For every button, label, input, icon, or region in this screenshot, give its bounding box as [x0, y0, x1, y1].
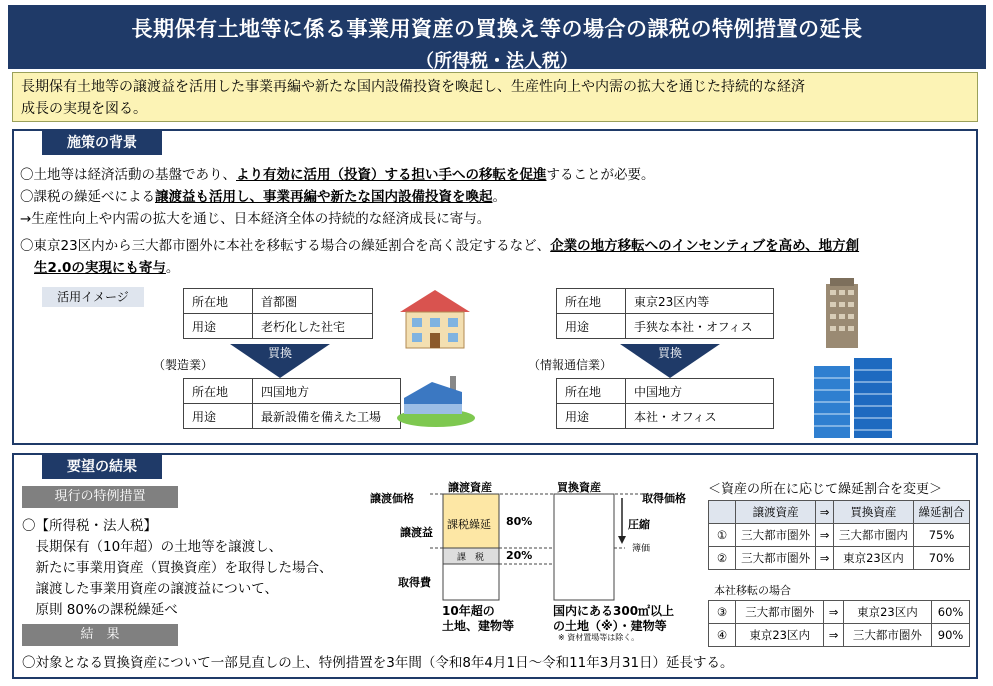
background-line-3: →生産性向上や内需の拡大を通じ、日本経済全体の持続的な経済成長に寄与。	[20, 211, 491, 227]
cell: 東京23区内	[736, 624, 824, 647]
cell: 四国地方	[253, 379, 401, 404]
text-line: 新たに事業用資産（買換資産）を取得した場合、	[22, 560, 333, 576]
left-after-table	[183, 378, 401, 429]
old-building-icon	[824, 278, 860, 350]
cell: 三大都市圏外	[736, 601, 824, 624]
cell: 東京23区内	[843, 601, 931, 624]
rates-heading: ＜資産の所在に応じて繰延割合を変更＞	[708, 482, 943, 497]
cell: 75%	[914, 524, 970, 547]
text-line: 長期保有（10年超）の土地等を譲渡し、	[22, 539, 283, 555]
cell: 本社・オフィス	[626, 404, 774, 429]
header-cell: ⇒	[816, 501, 834, 524]
left-category: （製造業）	[153, 358, 214, 372]
text-line: 原則 80%の課税繰延べ	[22, 602, 178, 618]
left-before-table	[183, 288, 373, 339]
current-measure-heading: 現行の特例措置	[22, 486, 178, 508]
current-measure-text	[22, 516, 333, 621]
cell: 用途	[557, 404, 626, 429]
cell: 用途	[184, 404, 253, 429]
cell: 三大都市圏外	[736, 524, 816, 547]
right-arrow-label: 買換	[657, 346, 682, 360]
text-line: 譲渡した事業用資産の譲渡益について、	[22, 581, 278, 597]
background-line-1: 〇土地等は経済活動の基盤であり、より有効に活用（投資）する担い手への移転を促進することが必要。	[20, 167, 655, 183]
label-compression: 圧縮	[628, 518, 650, 531]
label-transfer-price: 譲渡価格	[370, 492, 414, 505]
summary-box	[12, 72, 978, 122]
cell: 手狭な本社・オフィス	[626, 314, 774, 339]
cell: ④	[709, 624, 736, 647]
background-line-2: 〇課税の繰延べによる譲渡益も活用し、事業再編や新たな国内設備投資を喚起。	[20, 189, 506, 205]
cell: 三大都市圏外	[736, 547, 816, 570]
background-line-4: 〇東京23区内から三大都市圏外に本社を移転する場合の繰延割合を高く設定するなど、企業の地方移転へのインセンティブを高め、地方創	[20, 238, 860, 254]
cell: ⇒	[824, 601, 843, 624]
title-line2: （所得税・法人税）	[416, 51, 578, 72]
background-heading: 施策の背景	[42, 131, 162, 155]
summary-line1: 長期保有土地等の譲渡益を活用した事業再編や新たな国内設備投資を喚起し、生産性向上や内需の拡大を通じた持続的な経済	[21, 79, 805, 95]
cell: ⇒	[816, 524, 834, 547]
label-20pct: 20%	[506, 549, 533, 562]
cell: ③	[709, 601, 736, 624]
title-line1: 長期保有土地等に係る事業用資産の買換え等の場合の課税の特例措置の延長	[131, 17, 863, 41]
cell: 所在地	[557, 379, 626, 404]
cell: ①	[709, 524, 736, 547]
cell: ⇒	[824, 624, 843, 647]
label-gain: 譲渡益	[400, 526, 433, 539]
right-category: （情報通信業）	[528, 358, 613, 372]
cell: 老朽化した社宅	[253, 314, 373, 339]
header-cell: 買換資産	[833, 501, 913, 524]
right-after-table	[556, 378, 774, 429]
header-cell: 譲渡資産	[736, 501, 816, 524]
result-subheading: 結 果	[22, 624, 178, 646]
cell: 首都圏	[253, 289, 373, 314]
label-transfer-asset: 譲渡資産	[448, 481, 492, 494]
label-bottom-left-1: 10年超の	[442, 604, 495, 618]
cell: 用途	[557, 314, 626, 339]
deferral-diagram	[370, 478, 700, 642]
header-cell: 繰延割合	[914, 501, 970, 524]
label-book-value: 簿価	[632, 544, 651, 554]
cell: ②	[709, 547, 736, 570]
label-bottom-right-2: の土地（※）・建物等	[553, 619, 667, 633]
cell: 60%	[932, 601, 970, 624]
rates-table-a	[708, 500, 970, 570]
label-tax-deferral: 課税繰延	[447, 518, 491, 531]
header-cell	[709, 501, 736, 524]
relocation-label: 本社移転の場合	[714, 584, 791, 597]
cell: 90%	[932, 624, 970, 647]
cell: 中国地方	[626, 379, 774, 404]
cell: 所在地	[184, 289, 253, 314]
label-tax: 課 税	[457, 553, 485, 563]
cell: 所在地	[184, 379, 253, 404]
cell: 所在地	[557, 289, 626, 314]
cell: 三大都市圏外	[843, 624, 931, 647]
left-arrow-label: 買換	[267, 346, 292, 360]
label-bottom-right-1: 国内にある300㎡以上	[553, 604, 675, 618]
factory-icon	[396, 368, 476, 428]
background-line-5: 生2.0の実現にも寄与。	[34, 260, 180, 276]
cell: 用途	[184, 314, 253, 339]
label-replace-asset: 買換資産	[557, 481, 601, 494]
right-before-table	[556, 288, 774, 339]
cell: 東京23区内	[833, 547, 913, 570]
cell: ⇒	[816, 547, 834, 570]
label-bottom-left-2: 土地、建物等	[442, 619, 515, 633]
image-label: 活用イメージ	[42, 287, 144, 307]
cell: 70%	[914, 547, 970, 570]
cell: 最新設備を備えた工場	[253, 404, 401, 429]
summary-line2: 成長の実現を図る。	[21, 101, 147, 117]
label-acquisition-cost: 取得費	[398, 576, 431, 589]
conclusion-text: 〇対象となる買換資産について一部見直しの上、特例措置を3年間（令和8年4月1日～令和11年3月31日）延長する。	[22, 655, 734, 671]
house-icon	[396, 288, 474, 350]
text-line: 〇【所得税・法人税】	[22, 518, 157, 534]
label-note: ※ 資材置場等は除く。	[558, 633, 640, 642]
label-acquire-price: 取得価格	[642, 492, 686, 505]
title-banner	[8, 5, 986, 72]
modern-building-icon	[810, 356, 896, 440]
cell: 三大都市圏内	[833, 524, 913, 547]
rates-table-b	[708, 600, 970, 647]
result-heading: 要望の結果	[42, 455, 162, 479]
cell: 東京23区内等	[626, 289, 774, 314]
label-80pct: 80%	[506, 515, 533, 528]
